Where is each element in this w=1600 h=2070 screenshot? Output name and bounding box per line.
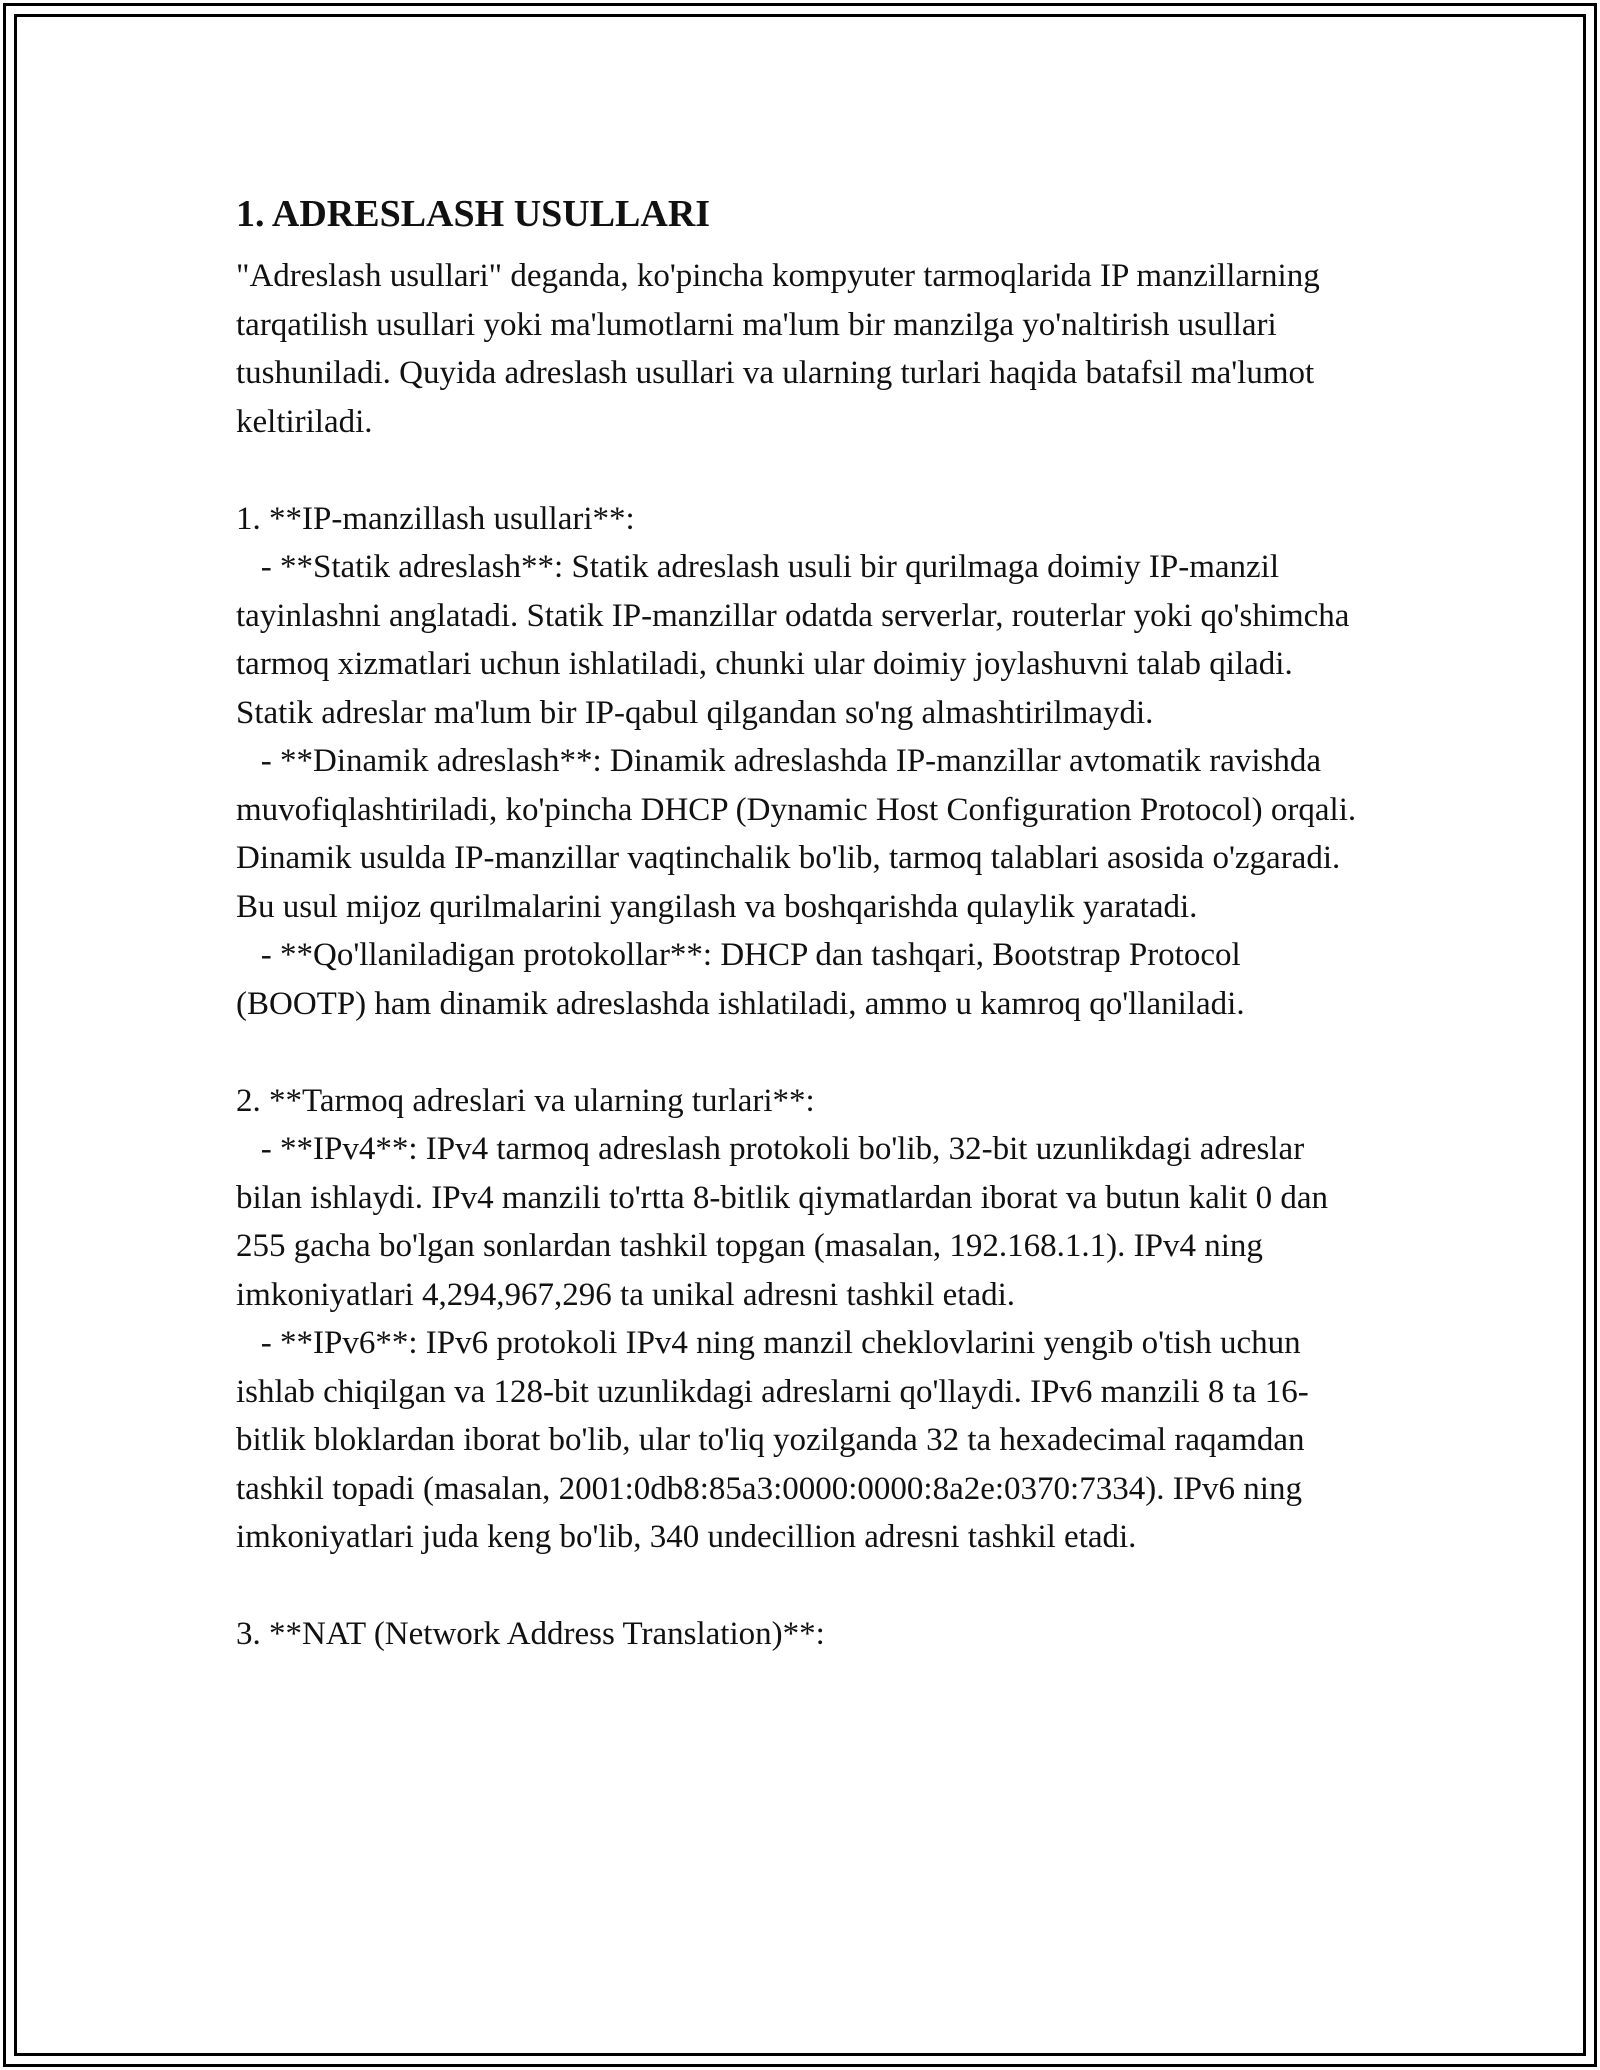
intro-paragraph: "Adreslash usullari" deganda, ko'pincha kompyuter tarmoqlarida IP manzillarning tarqatilish usullari yoki ma'lumotlarni ma'lum bir manzilga yo'naltirish usullari tushuniladi. Quyida adreslash usullari va ularning turlari haqida batafsil ma'lumot keltiriladi.: [236, 258, 1328, 440]
spacer: [236, 1028, 1376, 1077]
list-item: - **Qo'llaniladigan protokollar**: DHCP dan tashqari, Bootstrap Protocol (BOOTP) ham dinamik adreslashda ishlatiladi, ammo u kamroq qo'llaniladi.: [236, 937, 1249, 1022]
document-body: [236, 185, 1376, 1659]
list-item: - **Statik adreslash**: Statik adreslash usuli bir qurilmaga doimiy IP-manzil tayinlashni anglatadi. Statik IP-manzillar odatda serverlar, routerlar yoki qo'shimcha tarmoq xizmatlari uchun ishlatiladi, chunki ular doimiy joylashuvni talab qiladi. Statik adreslar ma'lum bir IP-qabul qilgandan so'ng almashtirilmaydi.: [236, 549, 1358, 731]
list-item: - **IPv4**: IPv4 tarmoq adreslash protokoli bo'lib, 32-bit uzunlikdagi adreslar bilan ishlaydi. IPv4 manzili to'rtta 8-bitlik qiymatlardan iborat va butun kalit 0 dan 255 gacha bo'lgan sonlardan tashkil topgan (masalan, 192.168.1.1). IPv4 ning imkoniyatlari 4,294,967,296 ta unikal adresni tashkil etadi.: [236, 1131, 1337, 1313]
section-title: 1. **IP-manzillash usullari**:: [236, 500, 635, 537]
section-title: 3. **NAT (Network Address Translation)**:: [236, 1616, 825, 1652]
spacer: [236, 1562, 1376, 1611]
spacer: [236, 446, 1376, 495]
list-item: - **IPv6**: IPv6 protokoli IPv4 ning manzil cheklovlarini yengib o'tish uchun ishlab chiqilgan va 128-bit uzunlikdagi adreslarni qo'llaydi. IPv6 manzili 8 ta 16-bitlik bloklardan iborat bo'lib, ular to'liq yozilganda 32 ta hexadecimal raqamdan tashkil topadi (masalan, 2001:0db8:85a3:0000:0000:8a2e:0370:7334). IPv6 ning imkoniyatlari juda keng bo'lib, 340 undecillion adresni tashkil etadi.: [236, 1325, 1313, 1555]
list-item: - **Dinamik adreslash**: Dinamik adreslashda IP-manzillar avtomatik ravishda muvofiqlashtiriladi, ko'pincha DHCP (Dynamic Host Configuration Protocol) orqali. Dinamik usulda IP-manzillar vaqtinchalik bo'lib, tarmoq talablari asosida o'zgaradi. Bu usul mijoz qurilmalarini yangilash va boshqarishda qulaylik yaratadi.: [236, 743, 1365, 925]
document-heading: 1. ADRESLASH USULLARI: [236, 193, 711, 235]
section-title: 2. **Tarmoq adreslari va ularning turlari**:: [236, 1082, 815, 1119]
